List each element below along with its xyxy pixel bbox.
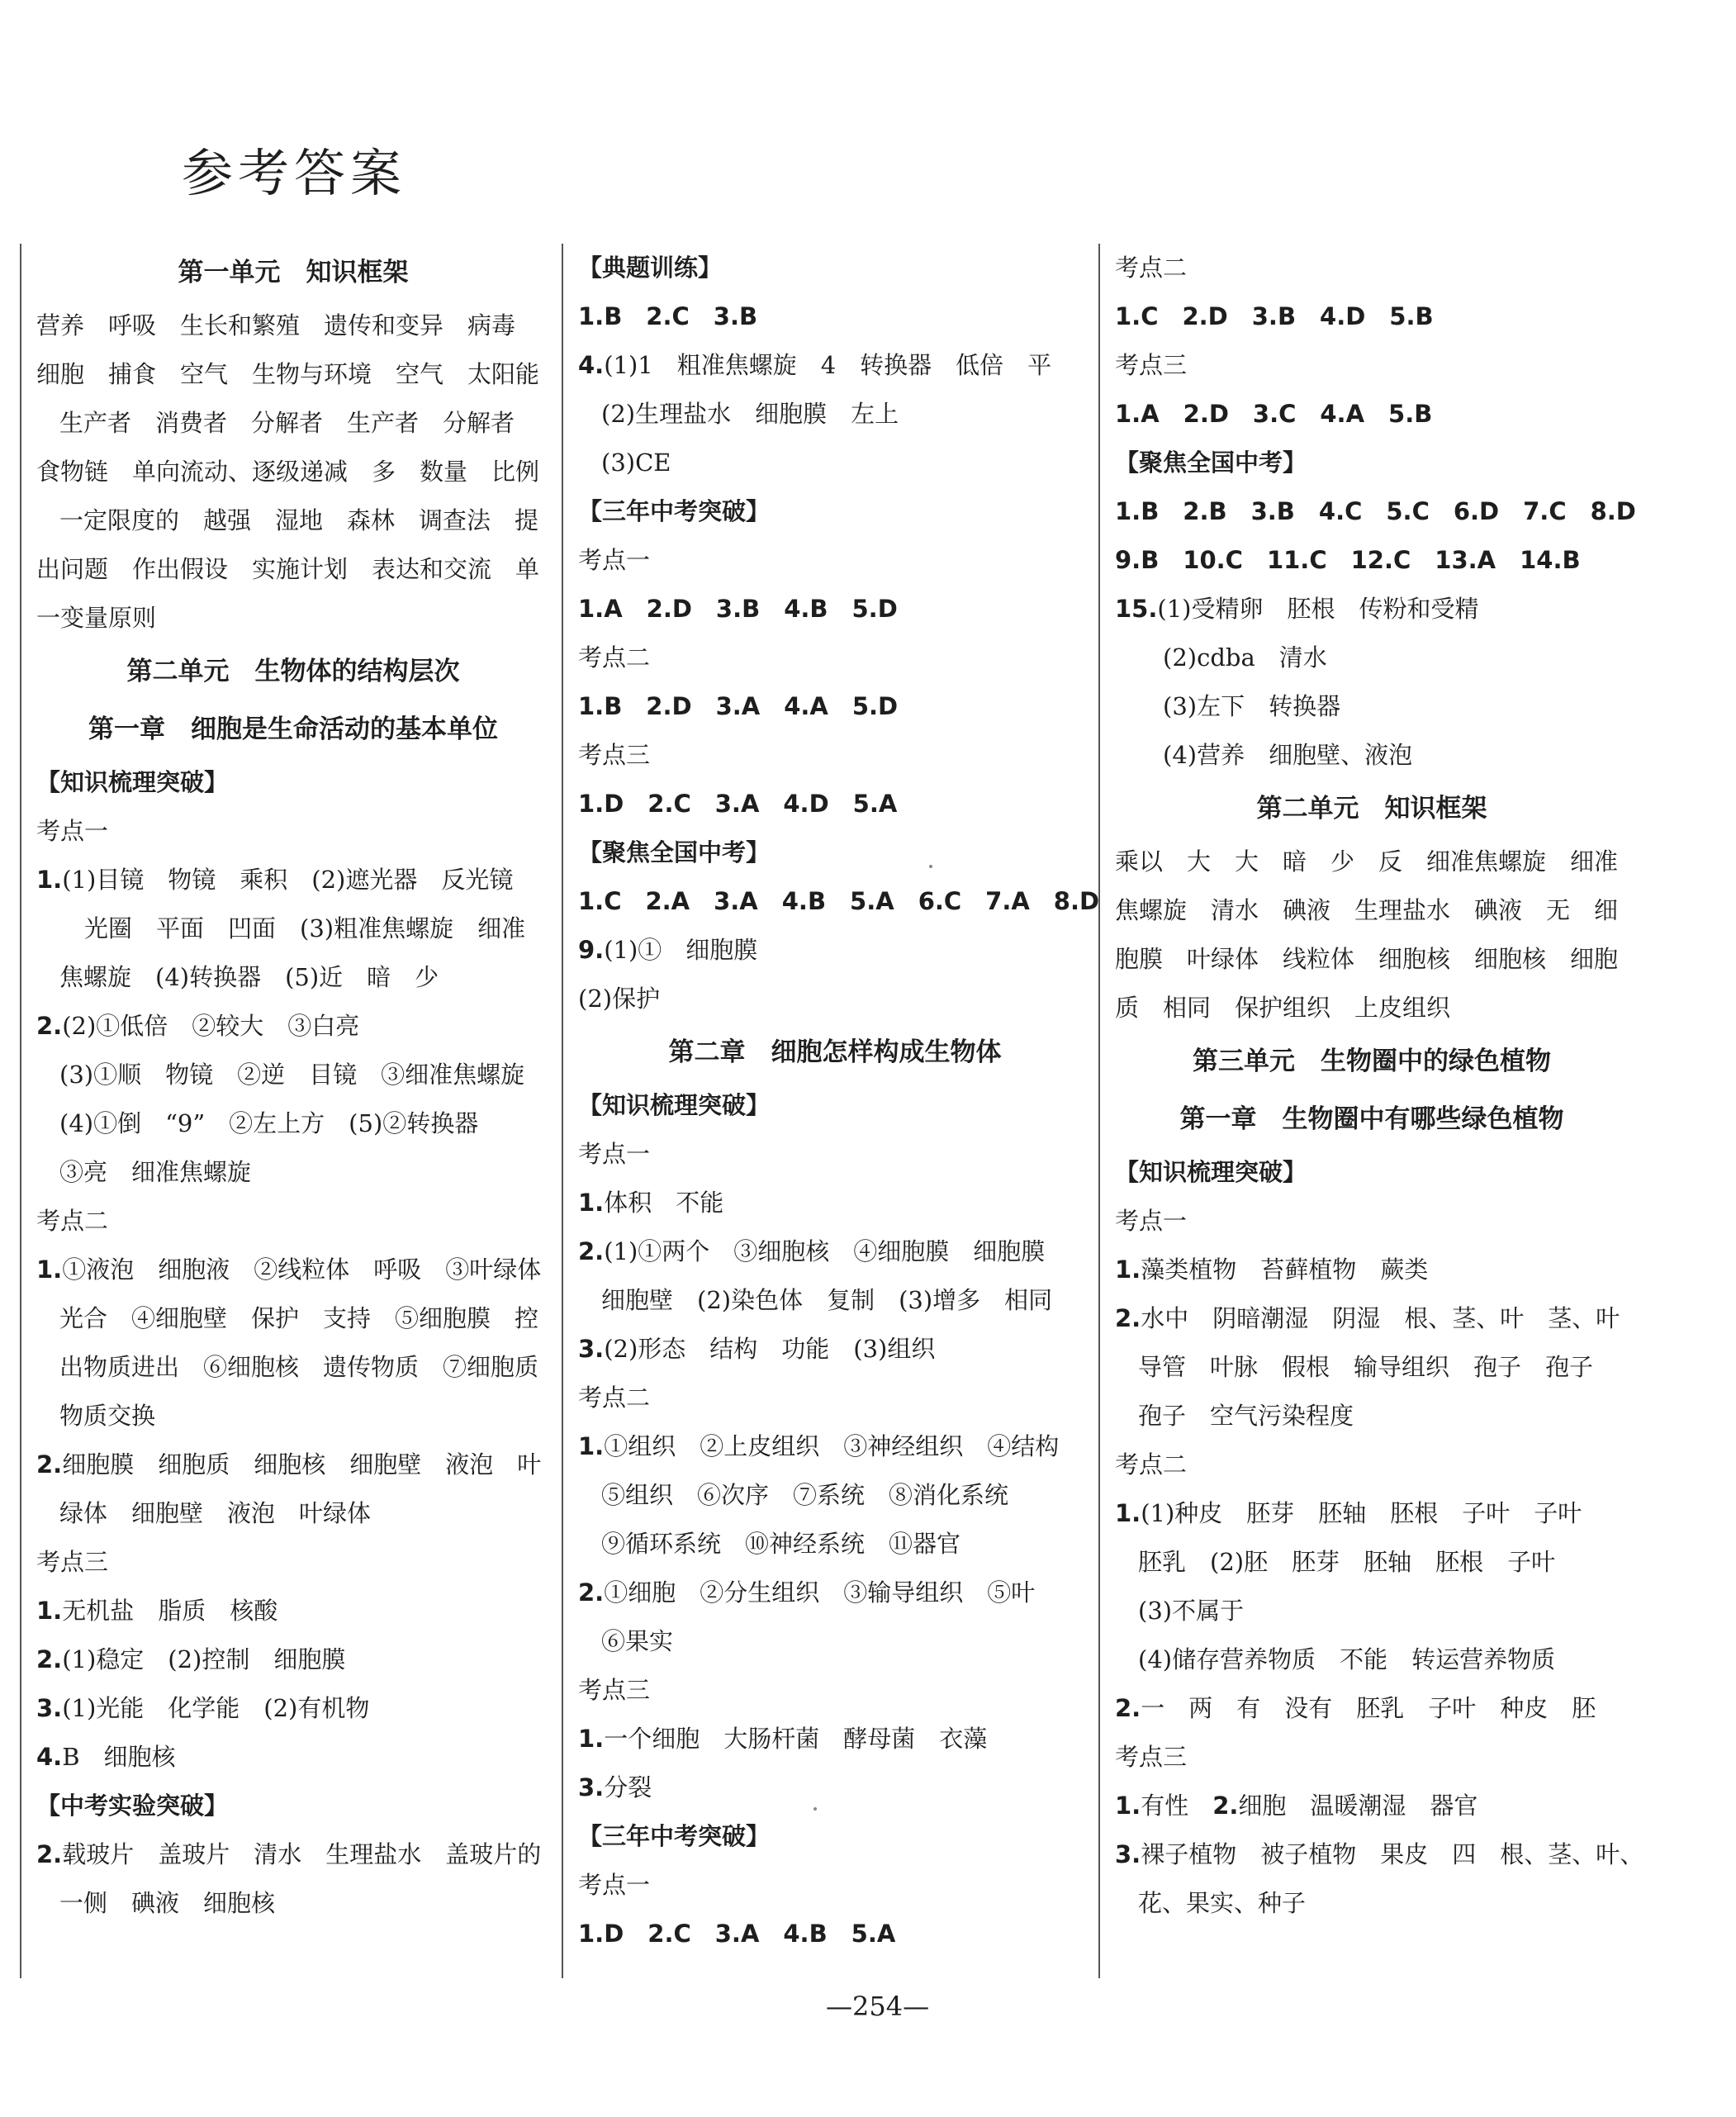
item-number: 2. [578, 1578, 605, 1607]
answer-column-3 [1098, 244, 1644, 1978]
item-number: 2. [1212, 1792, 1239, 1820]
item-text: (1)①两个 ③细胞核 ④细胞膜 细胞膜 [604, 1237, 1046, 1265]
item-number: 1. [1115, 1499, 1141, 1527]
unit-heading: 第三单元 生物圈中的绿色植物 [1193, 1047, 1551, 1076]
answer-item [578, 1763, 1092, 1812]
answer-item [1115, 1684, 1629, 1733]
answer-column-2 [562, 244, 1100, 1978]
item-number: 2. [36, 1645, 63, 1673]
section-label: 【三年中考突破】 [578, 1822, 771, 1850]
answer-row: 1.C 2.D 3.B 4.D 5.B [1115, 302, 1434, 330]
answer-item [578, 1227, 1092, 1276]
item-number: 1. [36, 1255, 63, 1284]
item-text: (1)1 粗准焦螺旋 4 转换器 低倍 平 [604, 351, 1052, 379]
section-label: 【三年中考突破】 [578, 497, 771, 525]
item-text: 体积 不能 [604, 1189, 724, 1217]
point-label: 考点一 [578, 546, 651, 574]
point-label: 考点二 [36, 1207, 109, 1235]
text-line: 一侧 碘液 细胞核 [59, 1889, 276, 1917]
item-number: 2. [36, 1840, 63, 1868]
item-number: 1. [578, 1432, 605, 1460]
item-number: 15. [1115, 595, 1158, 623]
unit-heading: 第二单元 生物体的结构层次 [126, 657, 460, 686]
unit-heading: 第二单元 知识框架 [1256, 794, 1487, 824]
text-line: 出物质进出 ⑥细胞核 遗传物质 ⑦细胞质 [59, 1353, 539, 1381]
item-text: ①液泡 细胞液 ②线粒体 呼吸 ③叶绿体 [62, 1255, 542, 1284]
item-number: 1. [1115, 1255, 1141, 1284]
section-label: 【知识梳理突破】 [36, 768, 229, 796]
answer-item [36, 1635, 550, 1684]
answer-item [1115, 1246, 1629, 1294]
item-text: (1)光能 化学能 (2)有机物 [62, 1694, 370, 1722]
point-label: 考点三 [1115, 1743, 1188, 1771]
item-text: 有性 [1141, 1792, 1213, 1820]
answer-item [36, 1587, 550, 1635]
item-number: 2. [36, 1012, 63, 1040]
item-text: (1)种皮 胚芽 胚轴 胚根 子叶 子叶 [1141, 1499, 1582, 1527]
answer-item [1115, 1830, 1644, 1879]
text-line: (3)①顺 物镜 ②逆 目镜 ③细准焦螺旋 [59, 1061, 525, 1089]
section-label: 【典题训练】 [578, 254, 723, 282]
item-text: 载玻片 盖玻片 清水 生理盐水 盖玻片的 [62, 1840, 542, 1868]
column-2-content [578, 244, 1100, 1958]
text-line: 食物链 单向流动、逐级递减 多 数量 比例 [36, 458, 540, 486]
item-number: 1. [578, 1725, 605, 1753]
point-label: 考点一 [578, 1140, 651, 1168]
answer-row: 1.B 2.C 3.B [578, 302, 758, 330]
text-line: 花、果实、种子 [1138, 1889, 1307, 1917]
point-label: 考点二 [578, 1384, 651, 1412]
text-line: ⑥果实 [601, 1627, 674, 1655]
answer-item [1115, 1782, 1629, 1830]
item-text: 无机盐 脂质 核酸 [62, 1597, 278, 1625]
unit-heading: 第一单元 知识框架 [178, 258, 409, 287]
text-line: ③亮 细准焦螺旋 [59, 1158, 252, 1186]
item-number: 1. [36, 1597, 63, 1625]
text-line: 细胞 捕食 空气 生物与环境 空气 太阳能 [36, 360, 540, 388]
answer-row: 1.B 2.D 3.A 4.A 5.D [578, 692, 899, 720]
chapter-heading: 第一章 生物圈中有哪些绿色植物 [1179, 1104, 1564, 1134]
answer-row: 1.C 2.A 3.A 4.B 5.A 6.C 7.A 8.D [578, 887, 1100, 915]
text-line: (4)①倒 “9” ②左上方 (5)②转换器 [59, 1109, 479, 1137]
point-label: 考点一 [578, 1871, 651, 1899]
item-number: 1. [578, 1189, 605, 1217]
section-label: 【知识梳理突破】 [578, 1091, 771, 1119]
answer-item [1115, 1489, 1629, 1538]
point-label: 考点三 [578, 741, 651, 769]
item-number: 2. [1115, 1694, 1141, 1722]
item-text: 水中 阴暗潮湿 阴湿 根、茎、叶 茎、叶 [1141, 1304, 1620, 1332]
item-number: 2. [36, 1450, 63, 1479]
column-1-content [36, 244, 550, 1928]
item-text: ①细胞 ②分生组织 ③输导组织 ⑤叶 [604, 1578, 1036, 1607]
text-line: 营养 呼吸 生长和繁殖 遗传和变异 病毒 [36, 311, 516, 339]
answer-item [36, 1246, 550, 1294]
item-text: 一 两 有 没有 胚乳 子叶 种皮 胚 [1141, 1694, 1596, 1722]
answer-item [36, 1441, 550, 1489]
text-line: 一变量原则 [36, 604, 157, 632]
item-text: (1)受精卵 胚根 传粉和受精 [1157, 595, 1479, 623]
item-text: 细胞 温暖潮湿 器官 [1238, 1792, 1478, 1820]
chapter-heading: 第二章 细胞怎样构成生物体 [668, 1037, 1002, 1067]
text-line: 导管 叶脉 假根 输导组织 孢子 孢子 [1138, 1353, 1594, 1381]
text-line: 光合 ④细胞壁 保护 支持 ⑤细胞膜 控 [59, 1304, 539, 1332]
item-text: 一个细胞 大肠杆菌 酵母菌 衣藻 [604, 1725, 988, 1753]
text-line: 一定限度的 越强 湿地 森林 调查法 提 [59, 506, 539, 534]
item-text: (2)①低倍 ②较大 ③白亮 [62, 1012, 360, 1040]
text-line: 绿体 细胞壁 液泡 叶绿体 [59, 1499, 372, 1527]
text-line: (4)营养 细胞壁、液泡 [1163, 741, 1413, 769]
section-label: 【中考实验突破】 [36, 1792, 229, 1820]
text-line: ⑤组织 ⑥次序 ⑦系统 ⑧消化系统 [601, 1481, 1009, 1509]
item-number: 1. [36, 866, 63, 894]
answer-item [578, 1569, 1092, 1617]
speck-mark [929, 865, 932, 868]
page-title: 参考答案 [182, 143, 407, 203]
answer-column-1 [20, 244, 550, 1978]
item-text: (2)形态 结构 功能 (3)组织 [604, 1335, 936, 1363]
answer-item [578, 1179, 1092, 1227]
answer-row: 1.A 2.D 3.B 4.B 5.D [578, 595, 898, 623]
point-label: 考点三 [578, 1676, 651, 1704]
text-line: 乘以 大 大 暗 少 反 细准焦螺旋 细准 [1115, 847, 1619, 876]
answer-item [36, 1684, 550, 1733]
text-line: (3)CE [601, 449, 671, 477]
point-label: 考点三 [36, 1548, 109, 1576]
section-label: 【知识梳理突破】 [1115, 1158, 1307, 1186]
answer-item [1115, 1294, 1629, 1343]
column-3-content [1115, 244, 1644, 1928]
item-text: 裸子植物 被子植物 果皮 四 根、茎、叶、 [1141, 1840, 1644, 1868]
point-label: 考点一 [36, 817, 109, 845]
item-text: ①组织 ②上皮组织 ③神经组织 ④结构 [604, 1432, 1060, 1460]
item-text: (1)目镜 物镜 乘积 (2)遮光器 反光镜 [62, 866, 514, 894]
text-line: (3)左下 转换器 [1163, 692, 1341, 720]
answer-item [36, 1733, 550, 1782]
item-number: 3. [578, 1335, 605, 1363]
text-line: 孢子 空气污染程度 [1138, 1402, 1354, 1430]
text-line: 焦螺旋 (4)转换器 (5)近 暗 少 [59, 963, 439, 991]
text-line: (2)生理盐水 细胞膜 左上 [601, 400, 899, 428]
point-label: 考点二 [578, 643, 651, 672]
text-line: 生产者 消费者 分解者 生产者 分解者 [59, 409, 515, 437]
text-line: 胞膜 叶绿体 线粒体 细胞核 细胞核 细胞 [1115, 945, 1619, 973]
section-label: 【聚焦全国中考】 [1115, 449, 1307, 477]
item-number: 3. [1115, 1840, 1141, 1868]
text-line: (3)不属于 [1138, 1597, 1245, 1625]
answer-item [36, 856, 550, 904]
answer-item [578, 1325, 1092, 1374]
text-line: (2)保护 [578, 985, 661, 1013]
answer-row: 9.B 10.C 11.C 12.C 13.A 14.B [1115, 546, 1581, 574]
item-number: 4. [578, 351, 605, 379]
answer-item [578, 1422, 1092, 1471]
answer-row: 1.A 2.D 3.C 4.A 5.B [1115, 400, 1433, 428]
text-line: 物质交换 [59, 1402, 156, 1430]
item-number: 3. [578, 1773, 605, 1801]
item-text: 藻类植物 苔藓植物 蕨类 [1141, 1255, 1429, 1284]
item-text: 分裂 [604, 1773, 652, 1801]
text-line: (2)cdba 清水 [1163, 643, 1327, 672]
page-number: —254— [826, 1991, 930, 2022]
answer-row: 1.B 2.B 3.B 4.C 5.C 6.D 7.C 8.D [1115, 497, 1636, 525]
point-label: 考点二 [1115, 254, 1188, 282]
answer-item [578, 1715, 1092, 1763]
item-text: (1)① 细胞膜 [604, 936, 758, 964]
point-label: 考点二 [1115, 1450, 1188, 1479]
item-text: (1)稳定 (2)控制 细胞膜 [62, 1645, 346, 1673]
chapter-heading: 第一章 细胞是生命活动的基本单位 [88, 714, 498, 744]
item-number: 3. [36, 1694, 63, 1722]
answer-item [36, 1830, 550, 1879]
item-number: 2. [578, 1237, 605, 1265]
item-text: B 细胞核 [62, 1743, 176, 1771]
text-line: (4)储存营养物质 不能 转运营养物质 [1138, 1645, 1556, 1673]
answer-item [578, 341, 1092, 390]
text-line: 胚乳 (2)胚 胚芽 胚轴 胚根 子叶 [1138, 1548, 1556, 1576]
answer-item [578, 926, 1092, 975]
section-label: 【聚焦全国中考】 [578, 838, 771, 866]
item-text: 细胞膜 细胞质 细胞核 细胞壁 液泡 叶 [62, 1450, 542, 1479]
text-line: 出问题 作出假设 实施计划 表达和交流 单 [36, 555, 540, 583]
item-number: 1. [1115, 1792, 1141, 1820]
item-number: 2. [1115, 1304, 1141, 1332]
answer-item [36, 1002, 550, 1051]
item-number: 4. [36, 1743, 63, 1771]
answer-row: 1.D 2.C 3.A 4.B 5.A [578, 1920, 896, 1948]
item-number: 9. [578, 936, 605, 964]
text-line: 细胞壁 (2)染色体 复制 (3)增多 相同 [601, 1286, 1053, 1314]
text-line: 质 相同 保护组织 上皮组织 [1115, 994, 1451, 1022]
answer-row: 1.D 2.C 3.A 4.D 5.A [578, 790, 898, 818]
text-line: ⑨循环系统 ⑩神经系统 ⑪器官 [601, 1530, 961, 1558]
text-line: 光圈 平面 凹面 (3)粗准焦螺旋 细准 [84, 914, 526, 942]
point-label: 考点一 [1115, 1207, 1188, 1235]
speck-mark [813, 1807, 817, 1811]
answer-item [1115, 585, 1629, 634]
point-label: 考点三 [1115, 351, 1188, 379]
text-line: 焦螺旋 清水 碘液 生理盐水 碘液 无 细 [1115, 896, 1619, 924]
